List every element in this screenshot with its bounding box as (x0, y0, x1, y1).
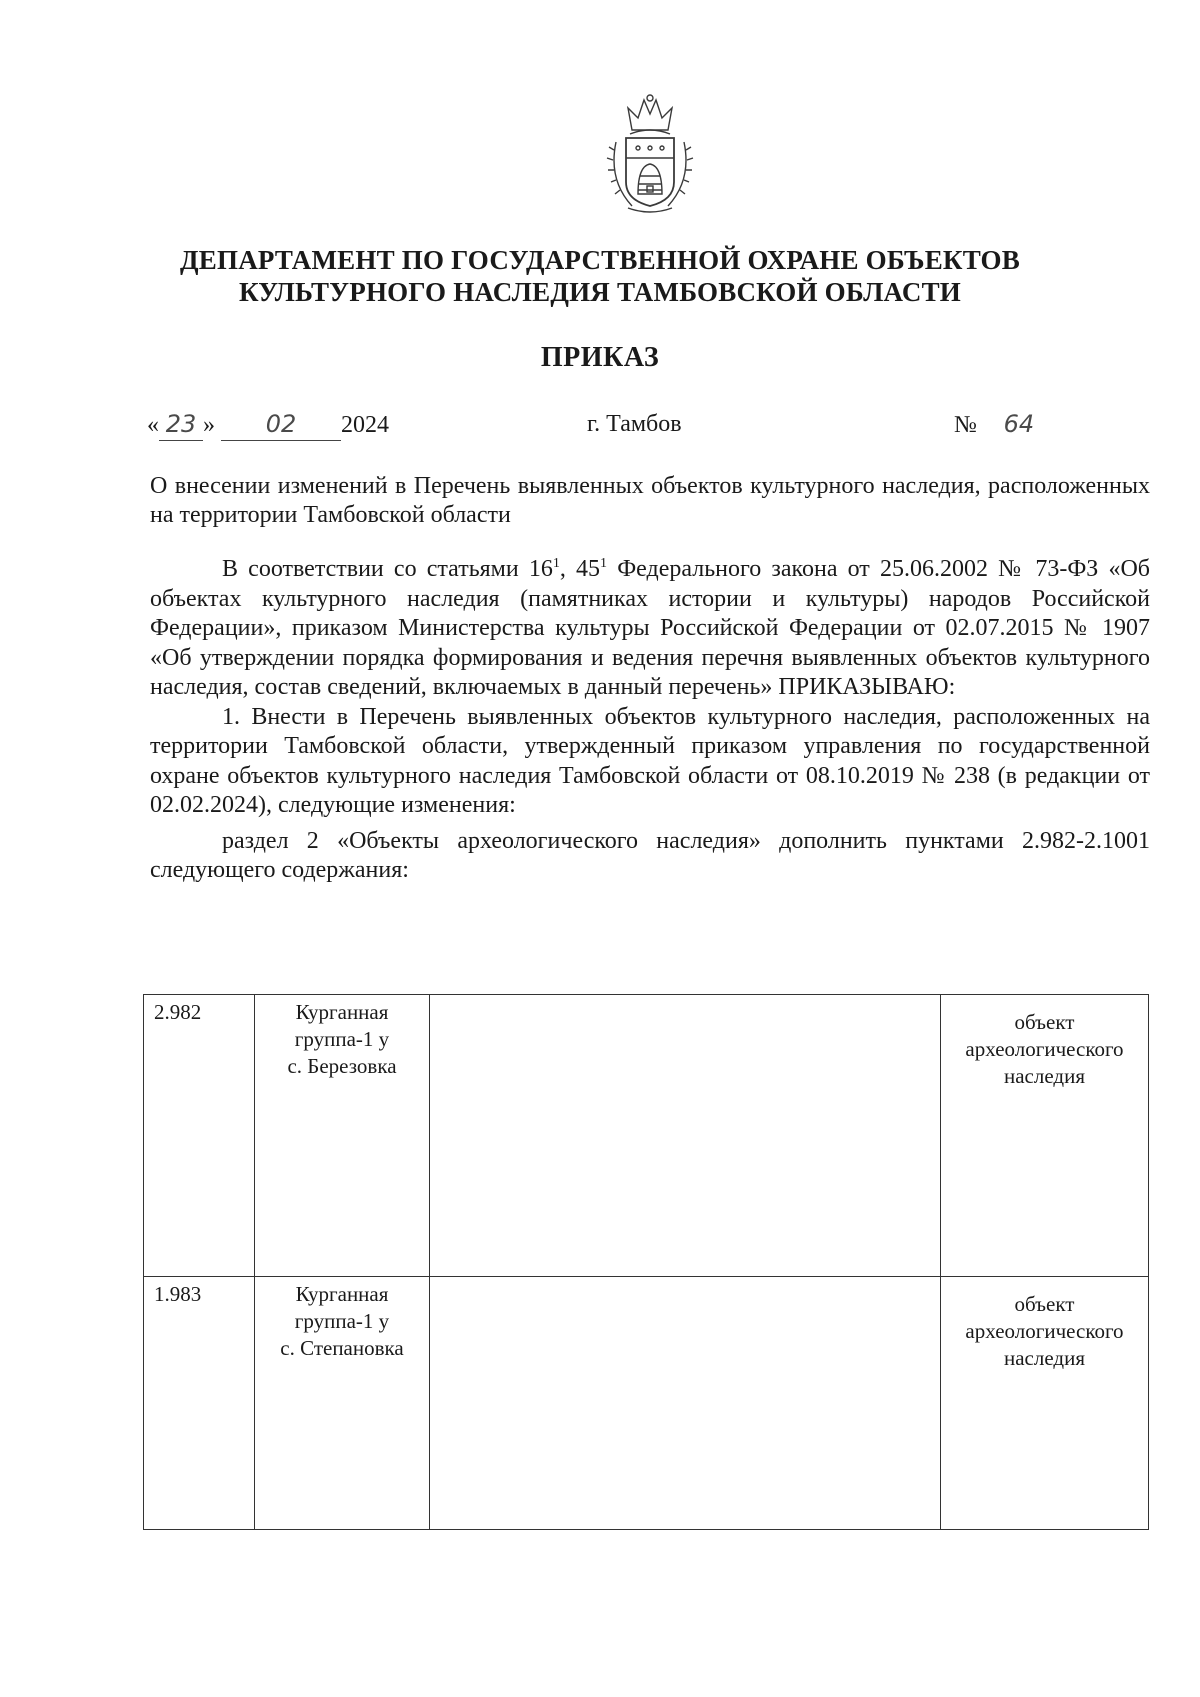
object-name-line: Курганная (295, 1282, 389, 1306)
object-name (255, 1277, 430, 1530)
table-row (144, 1277, 1149, 1530)
document-subject: О внесении изменений в Перечень выявленных объектов культурного наследия, расположенных на территории Тамбовской области (150, 473, 1150, 528)
object-category-line: археологического (965, 1319, 1124, 1343)
object-category-line: объект (1014, 1010, 1075, 1034)
object-details-cell (430, 995, 941, 1277)
object-category (941, 1277, 1149, 1530)
handwritten-day: 23 (159, 408, 203, 441)
preamble-text-part3: Федерального закона от 25.06.2002 № 73-ФЗ «Об объектах культурного наследия (памятниках истории и культуры) народов Российской Федерации», приказом Министерства культуры Российской Федерации от 02.07.2015 № 1907 «Об утверждении порядка формирования и ведения перечня выявленных объектов культурного наследия, состав сведений, включаемых в данный перечень» ПРИКАЗЫВАЮ: (150, 556, 1151, 700)
object-category-line: наследия (1004, 1346, 1085, 1370)
quote-open: « (147, 412, 159, 438)
object-category-line: наследия (1004, 1064, 1085, 1088)
heritage-objects-table (143, 994, 1149, 1530)
handwritten-month: 02 (221, 408, 341, 441)
item-number: 1.983 (144, 1277, 255, 1530)
object-category (941, 995, 1149, 1277)
document-number (954, 408, 1049, 441)
organization-name-line1: ДЕПАРТАМЕНТ ПО ГОСУДАРСТВЕННОЙ ОХРАНЕ ОБЪЕКТОВ (180, 245, 1020, 275)
document-body (150, 555, 1150, 886)
coat-of-arms-icon (602, 90, 698, 218)
object-name-line: Курганная (295, 1000, 389, 1024)
item-number: 2.982 (144, 995, 255, 1277)
order-item-1: 1. Внести в Перечень выявленных объектов культурного наследия, расположенных на территории Тамбовской области, утвержденный приказом управления по государственной охране объектов культурного наследия Тамбовской области от 08.10.2019 № 238 (в редакции от 02.02.2024), следующие изменения: (150, 703, 1150, 818)
document-year: 2024 (341, 412, 389, 438)
object-name (255, 995, 430, 1277)
object-category-line: объект (1014, 1292, 1075, 1316)
organization-name (0, 244, 1200, 308)
document-date (147, 408, 389, 441)
preamble-text-part1: В соответствии со статьями 16 (222, 556, 553, 582)
preamble-paragraph (150, 555, 1150, 703)
order-section-addition: раздел 2 «Объекты археологического наследия» дополнить пунктами 2.982-2.1001 следующего содержания: (150, 827, 1150, 883)
object-name-line: группа-1 у (294, 1027, 390, 1051)
superscript-1: 1 (552, 556, 560, 571)
number-sign: № (954, 412, 977, 438)
handwritten-number: 64 (1003, 410, 1035, 438)
object-category-line: археологического (965, 1037, 1124, 1061)
object-name-line: с. Степановка (280, 1336, 404, 1360)
object-name-line: с. Березовка (287, 1054, 397, 1078)
superscript-2: 1 (600, 556, 608, 571)
document-city: г. Тамбов (587, 411, 682, 437)
organization-name-line2: КУЛЬТУРНОГО НАСЛЕДИЯ ТАМБОВСКОЙ ОБЛАСТИ (239, 277, 961, 307)
preamble-text-part2: , 45 (559, 556, 601, 582)
object-name-line: группа-1 у (294, 1309, 390, 1333)
object-details-cell (430, 1277, 941, 1530)
table-row (144, 995, 1149, 1277)
document-type: ПРИКАЗ (540, 342, 660, 373)
quote-close: » (203, 412, 215, 438)
